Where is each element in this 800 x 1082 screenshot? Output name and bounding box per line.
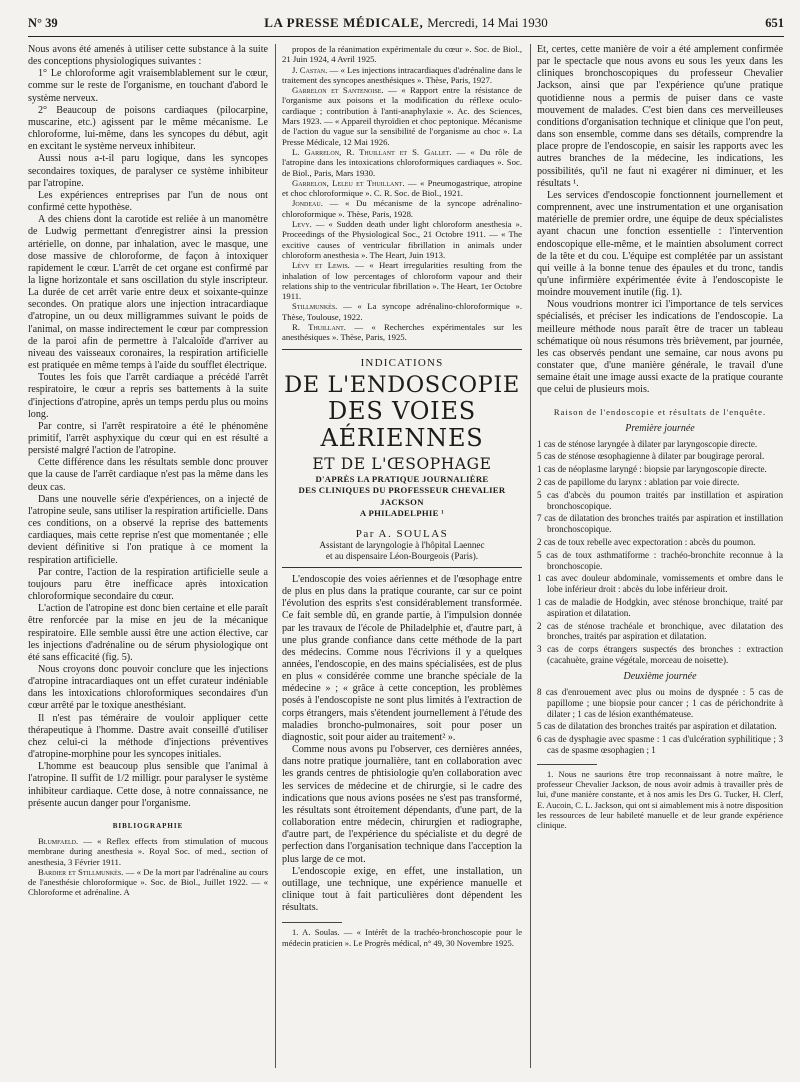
article-title-block [282,349,522,568]
author-affiliation-1: Assistant de laryngologie à l'hôpital Laennec [319,539,485,550]
section-heading: Raison de l'endoscopie et résultats de l'enquête. [553,406,767,417]
day-1-heading: Première journée [625,422,695,434]
footnote-rule [282,922,342,923]
journal-name: LA PRESSE MÉDICALE, [264,15,424,30]
paragraph: Et, certes, cette manière de voir a été amplement confirmée par le spectacle que nous avons eu sous les yeux dans les cliniques bronchoscopiques du professeur Chevalier Jackson, ainsi que par l'expérience qu'une pratique quotidienne nous a permis de puiser dans ce vaste mouvement de malades. C'est bien dans ces merveilleuses conditions d'organisation technique et clinique que l'on peut, dans son ensemble, comme dans ses détails, comprendre la place propre de l'endoscopie, en saisir les rapports avec les autres branches de la médecine, les indications, les possibilités, qu'il ne faut ni exagérer ni diminuer, et les résultats ¹. [537,44,783,189]
paragraph: Cette différence dans les résultats semble donc prouver que la cause de l'arrêt cardiaque n'est pas la même dans les deux cas. [28,457,268,493]
bibliography-author: L. Garrelon, R. Thuillant et S. Gallet. [292,146,452,157]
page-header [28,12,784,32]
bibliography-entry [282,178,522,199]
paragraph: Par contre, si l'arrêt respiratoire a été le phénomène primitif, l'arrêt asphyxique du cœur qui en est résulté a persisté malgré l'action de l'atropine. [28,420,268,457]
bibliography-entry [28,836,268,867]
bibliography-list [28,836,268,898]
article-subtitle-3: A PHILADELPHIE ¹ [359,508,445,519]
paragraph: Aussi nous a-t-il paru logique, dans les syncopes secondaires toxiques, de paralyser ce système inhibiteur par l'atropine. [28,153,268,189]
bibliography-entry [282,219,522,260]
list-item: 2 cas de sténose trachéale et bronchique, avec dilatation des bronches, traités par aspiration et dilatation. [537,620,783,642]
list-item: 1 cas de maladie de Hodgkin, avec sténose bronchique, traité par aspiration et dilatation. [537,597,783,618]
day-1-case-list [537,439,783,666]
article-title-line-3: ET DE L'ŒSOPHAGE [312,454,492,473]
list-item: 5 cas de sténose œsophagienne à dilater par bougirage peroral. [537,451,765,462]
bibliography-entry [282,198,522,219]
bibliography-text: — « La syncope adrénalino-chloroformique ». Thèse, Toulouse, 1922. [282,301,522,322]
bibliography-entry [282,65,522,86]
bibliography-text: — « Du mécanisme de la syncope adrénalino-chloroformique ». Thèse, Paris, 1928. [282,198,522,219]
author-affiliation-2: et au dispensaire Léon-Bourgeois (Paris). [325,550,479,561]
header-rule [28,36,784,37]
list-item: 1 cas avec douleur abdominale, vomissements et ombre dans le lobe inférieur droit : abcès du lobe inférieur droit. [537,573,783,595]
bibliography-heading: BIBLIOGRAPHIE [112,821,184,830]
paragraph: Nous avons été amenés à utiliser cette substance à la suite des conceptions physiologiques suivantes : [28,44,268,68]
bibliography-text: — « Rapport entre la résistance de l'organisme aux poisons et la modification du réflexe oculo-cardiaque ; contribution à l'anti-anaphylaxie ». Ac. des Sciences, Mars 1923. — « Appareil thyroïdien et choc peptonique. Mécanisme de l'action du vague sur la sensibilité de l'organisme au choc ». La Presse Médicale, 12 Mai 1926. [282,85,522,147]
bibliography-author: Stillmunkès. [292,301,338,312]
column-divider [530,44,531,1068]
column-3 [537,44,783,1068]
list-item: 5 cas d'abcès du poumon traités par instillation et aspiration bronchoscopique. [537,489,783,511]
day-2-case-list [537,687,783,756]
bibliography-author: Blumfaeld. [38,836,79,846]
bibliography-entry [282,260,522,301]
column-1-body [28,44,268,810]
day-2-heading: Deuxième journée [623,670,697,682]
paragraph: Il n'est pas téméraire de vouloir appliquer cette thérapeutique à l'homme. Dastre avait conseillé d'utiliser chez celui-ci la méthode d'injections préventives d'atropine-morphine pour les syncopes initiales. [28,712,268,761]
list-item: 1 cas de néoplasme laryngé : biopsie par laryngoscopie directe. [537,464,767,475]
list-item: 5 cas de toux asthmatiforme : trachéo-bronchite reconnue à la bronchoscopie. [537,549,783,571]
bibliography-text: — « Pneumogastrique, atropine et choc chloroformique ». C. R. Soc. de Biol., 1921. [282,177,522,199]
paragraph: Toutes les fois que l'arrêt cardiaque a précédé l'arrêt respiratoire, le cœur a repris ses battements à la suite d'injections d'atropine, après un temps perdu plus ou moins long. [28,372,268,420]
paragraph: A des chiens dont la carotide est reliée à un manomètre de Ludwig permettant d'enregistrer ainsi la pression artérielle, on donne, par inhalation, avec le masque, une dose massive de chloroforme, de façon à intoxiquer rapidement le cœur. L'arrêt de cet organe est confirmé par la ligne horizontale et sans oscillation du style inscripteur. La durée de cet arrêt varie entre deux et soixante-quinze secondes. On pratique alors une injection intracardiaque d'atropine, un ou deux milligrammes suivant le poids de l'animal, on masse indirectement le cœur par compression de la paroi afin de permettre à l'alcaloïde d'arriver au niveau des vaisseaux coronaires, la respiration artificielle est pratiquée en même temps à l'aide du soufflet électrique. [28,214,268,372]
list-item: 5 cas de dilatation des bronches traités par aspiration et dilatation. [537,721,777,732]
article-body [282,574,522,914]
list-item: 8 cas d'enrouement avec plus ou moins de dyspnée : 5 cas de papillome ; une biopsie pour cancer ; 1 cas de périchondrite à dilater ; 1 cas de lésion exanthémateuse. [537,686,783,719]
list-item: 2 cas de papillome du larynx : ablation par voie directe. [537,477,740,488]
issue-date: Mercredi, 14 Mai 1930 [427,15,548,30]
paragraph: Les services d'endoscopie fonctionnent journellement et comprennent, avec une instrumentation et une organisation matérielle de premier ordre, une équipe de deux spécialistes ayant chacun une fonction essentielle : l'intervention endoscopique elle-même, et le maintien absolument correct de la tête et du cou. L'équipe est complétée par un assistant qui veille à la bonne tenue des épaules et du tronc, tandis qu'une infirmière expérimentée évite à l'endoscopiste le moindre mouvement inutile (fig. 1). [537,189,783,299]
list-item: 6 cas de dysphagie avec spasme : 1 cas d'ulcération syphilitique ; 3 cas de spasme œsophagien ; 1 [537,734,783,755]
bibliography-text: — « Sudden death under light chloroform anesthesia ». Proceedings of the Physiological Soc., 21 Octobre 1911. — « The excitive causes of ventricular fibrillation in animals under chloroform anesthesia ». The Heart, Juin 1913. [282,219,522,260]
bibliography-entry [28,867,268,898]
paragraph: Les expériences entreprises par l'un de nous ont confirmé cette hypothèse. [28,189,268,214]
article-subtitle-1: D'APRÈS LA PRATIQUE JOURNALIÈRE [315,473,489,484]
bibliography-text: propos de la réanimation expérimentale du cœur ». Soc. de Biol., 21 Juin 1924, 4 Avril 1925. [282,44,522,65]
paragraph: Nous voudrions montrer ici l'importance de tels services spécialisés, et préciser les indications de l'endoscopie. La meilleure méthode nous paraît être de tracer un tableau schématique où nous résumons très brièvement, par journée, les cas observés pendant une semaine, car nous avons pu constater que, d'une manière générale, le travail d'une semaine était une image aussi exacte de la pratique courante que celui de plusieurs mois. [537,299,783,396]
paragraph: Dans une nouvelle série d'expériences, on a injecté de l'atropine seule, sans utiliser la respiration artificielle. Dans ces conditions, on a observé la reprise des battements cardiaques, mais cette reprise n'est que momentanée ; elle devient définitive si l'on pratique à ce moment la respiration artificielle. [28,493,268,566]
paragraph: Nous croyons donc pouvoir conclure que les injections d'atropine intracardiaques ont un effet curateur indéniable dans les intoxications chloroformiques secondaires d'un cœur arrêté par le toxique anesthésiant. [28,663,268,712]
list-item: 3 cas de corps étrangers suspectés des bronches : extraction (cacahuète, graine végétale, morceau de noisette). [537,644,783,666]
article-kicker: INDICATIONS [360,356,444,369]
paragraph: Par contre, l'action de la respiration artificielle seule a toujours paru être inefficace après intoxication chloroformique secondaire du cœur. [28,566,268,603]
paragraph: L'endoscopie des voies aériennes et de l'œsophage entre de plus en plus dans la pratique courante, car sur ce point l'évolution des esprits s'est considérablement transformée. Ce fait semble dû, en grande partie, à l'impulsion donnée par les travaux de l'école de Philadelphie et, d'autre part, à une plus grande confiance dans cette méthode de la part des médecins. Comme nous l'écrivions il y a quelques années, l'endoscopie, en des mains spécialisées, est de plus en plus « considérée comme une branche spéciale de la médecine » ; « grâce à cette conception, les problèmes posés à l'endoscopiste ne sont plus limités à l'extraction de corps étrangers, mais s'étendent journellement à l'étude des maladies broncho-pulmonaires, soit pour poser un diagnostic, soit pour aider au traitement² ». [282,573,522,743]
bibliography-entry [282,322,522,343]
footnote-rule [537,764,597,765]
bibliography-text: — « Du rôle de l'atropine dans les intoxications chloroformiques cardiaques ». Soc. de Biol., Paris, Mars 1930. [282,146,522,178]
article-byline: Par A. SOULAS [355,527,449,540]
bibliography-author: Garrelon et Santenoise. [292,85,384,96]
column-1 [28,44,268,1068]
footnote: 1. Nous ne saurions être trop reconnaissant à notre maître, le professeur Chevalier Jackson, de nous avoir admis à travailler près de lui, d'une manière constante, et à nos amis les Drs G. Tucker, H. Clerf, E. Aucoin, C. L. Jackson, qui ont si aimablement mis à notre disposition les ressources de leur habileté manuelle et de leur grande expérience clinique. [537,768,783,831]
bibliography-text: — « Reflex effects from stimulation of mucous membrane during anesthesia ». Royal Soc. of med., section of anesthesia, 3 Février 1911. [28,836,268,867]
bibliography-entry [282,85,522,147]
column-2 [282,44,522,1068]
issue-number: N° 39 [28,16,58,30]
paragraph: L'action de l'atropine est donc bien certaine et elle paraît être renforcée par la mise en jeu de la mécanique respiratoire. Elle semble aussi être une action élective, car les injections d'adrénaline ou de sérum physiologique ont été sans efficacité (fig. 5). [28,603,268,663]
bibliography-author: Bardier et Stillmunkès. [38,866,124,877]
article-title-line-1: DE L'ENDOSCOPIE [284,371,520,398]
bibliography-text: — « De la mort par l'adrénaline au cours de l'anesthésie chloroformique ». Soc. de Biol., Juillet 1922. — « Chloroforme et adrénaline. A [28,866,268,898]
article-title-line-2: DES VOIES AÉRIENNES [320,396,484,452]
running-title [28,15,784,31]
footnote: 1. A. Soulas. — « Intérêt de la trachéo-bronchoscopie pour le médecin praticien ». Le Progrès médical, n° 49, 30 Novembre 1925. [282,927,522,948]
paragraph: 2° Beaucoup de poisons cardiaques (pilocarpine, muscarine, etc.) agissent par le même mécanisme. Le chloroforme, lui-même, dans les syncopes du début, agit en excitant le système nerveux inhibiteur. [28,104,268,153]
list-item: 7 cas de dilatation des bronches traités par aspiration et instillation bronchoscopique. [537,513,783,535]
list-item: 1 cas de sténose laryngée à dilater par laryngoscopie directe. [537,438,758,449]
paragraph: L'homme est beaucoup plus sensible que l'animal à l'atropine. Il suffit de 1/2 milligr. pour paralyser le système inhibiteur cardiaque. Cette dose, à notre connaissance, ne présente aucun danger pour l'organisme. [28,761,268,809]
bibliography-entry [282,147,522,178]
column-divider [275,44,276,1068]
bibliography-author: Lévy et Lewis. [292,260,350,271]
paragraph: 1° Le chloroforme agit vraisemblablement sur le cœur, comme sur le reste de l'organisme, en touchant d'abord le système nerveux. [28,68,268,104]
bibliography-author: Garrelon, Leleu et Thuillant. [292,177,405,188]
bibliography-continued [282,44,522,343]
article-subtitle-2: DES CLINIQUES DU PROFESSEUR CHEVALIER JACKSON [298,485,506,507]
page-number: 651 [765,16,784,30]
paragraph: Comme nous avons pu l'observer, ces dernières années, dans notre pratique journalière, tant en collaboration avec les grands centres de phtisiologie qu'en collaboration avec les services de médecine et de chirurgie, si le cadre des indications que nous avions posées ne s'est pas transformé, les résultats sont étroitement dépendants, d'une part, de la collaboration entre médecin, chirurgien et radiographe, d'autre part, de l'expérience du spécialiste et du degré de perfection dans l'organisation technique dans l'acception la plus large de ce mot. [282,744,522,865]
bibliography-entry [282,301,522,322]
paragraph: L'endoscopie exige, en effet, une installation, un outillage, une technique, une expérience manuelle et clinique tout à fait particulières dont dépendent les résultats. [282,865,522,914]
bibliography-author: R. Thuillant. [292,322,346,333]
bibliography-entry [282,44,522,65]
bibliography-author: J. Castan. [292,64,328,75]
article-body-continued [537,44,783,397]
list-item: 2 cas de toux rebelle avec expectoration : abcès du poumon. [537,537,756,548]
bibliography-author: Jondeau. [292,198,323,209]
bibliography-text: — « Heart irregularities resulting from the inhalation of low percentages of chloroform vapour and their relations ship to the ventricular fibrillation ». The Heart, 1er Octobre 1911. [282,260,522,302]
bibliography-text: — « Recherches expérimentales sur les anesthésiques ». Thèse, Paris, 1925. [282,322,522,343]
bibliography-text: — « Les injections intracardiaques d'adrénaline dans le traitement des syncopes anesthésiques ». Thèse, Paris, 1927. [282,64,522,85]
bibliography-author: Levy. [292,219,312,230]
